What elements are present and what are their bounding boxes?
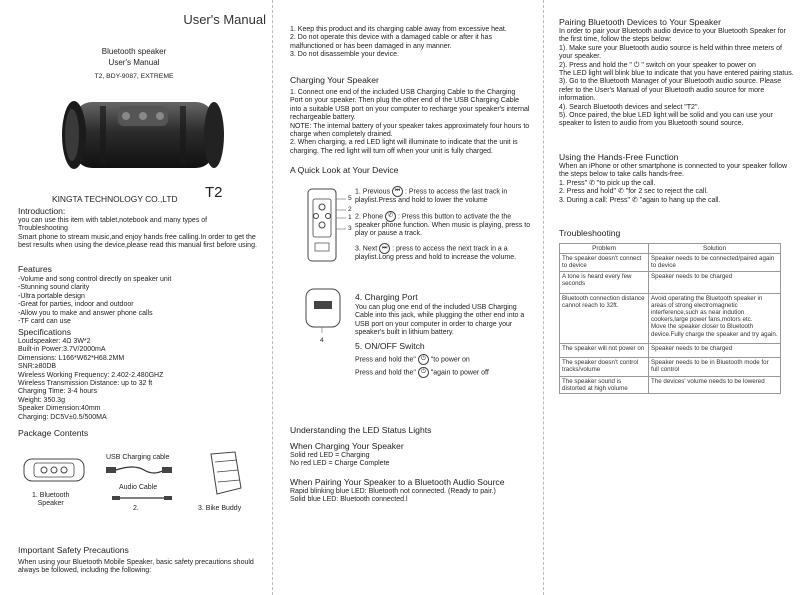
spec-item: Charging Time: 3-4 hours <box>18 388 97 396</box>
bike-buddy-drawing <box>205 448 245 498</box>
safety-heading: Important Safety Precautions <box>18 545 129 555</box>
troubleshooting-heading: Troubleshooting <box>559 228 621 238</box>
spec-item: Wireless Transmission Distance: up to 32 ft <box>18 380 153 388</box>
safety-intro: When using your Bluetooth Mobile Speaker, basic safety precautions should always be followed, including the following: <box>18 559 254 575</box>
table-row: The speaker sound is distorted at high volume The devices' volume needs to be lowered <box>560 376 781 393</box>
control-previous <box>355 186 535 205</box>
feature-item: -TF card can use <box>18 318 71 326</box>
spec-item: Weight: 350.3g <box>18 396 65 404</box>
safety-list <box>290 26 530 60</box>
callout-4: 4 <box>320 337 324 344</box>
feature-item: -Great for parties, indoor and outdoor <box>18 301 134 309</box>
usb-cable-drawing <box>104 462 174 478</box>
control-next-label: 3. Next <box>355 245 378 253</box>
pkg-audio-cable: Audio Cable <box>119 484 158 491</box>
header-title: User's Manual <box>183 12 266 27</box>
pairing-heading: Pairing Bluetooth Devices to Your Speaker <box>559 17 721 27</box>
feature-item: -Stunning sound clarity <box>18 284 90 292</box>
product-title: Bluetooth speaker <box>101 47 167 56</box>
led-heading: Understanding the LED Status Lights <box>290 425 432 435</box>
spec-item: Speaker Dimension:40mm <box>18 405 101 413</box>
led-pairing-heading: When Pairing Your Speaker to a Bluetooth Audio Source <box>290 477 505 487</box>
handsfree-heading: Using the Hands-Free Function <box>559 152 679 162</box>
callout-5: 5 <box>348 195 352 202</box>
table-header-row <box>560 244 781 254</box>
package-heading: Package Contents <box>18 428 89 438</box>
onoff-line-1: Press and hold the" ⏻ "to power on <box>355 356 470 364</box>
safety-item: 2. Do not operate this device with a damaged cable or after it has malfunctioned or has been damaged in any manner. <box>290 34 492 50</box>
fold-line-2 <box>543 0 544 595</box>
onoff-line-2: Press and hold the" ⏻ "again to power off <box>355 369 489 377</box>
product-subtitle: User's Manual <box>108 58 160 67</box>
speaker-drawing <box>20 455 88 485</box>
specs-heading: Specifications <box>18 327 72 337</box>
next-icon: ⏭ <box>379 243 390 254</box>
features-heading: Features <box>18 264 52 274</box>
charging-port-diagram <box>300 285 350 335</box>
device-diagram <box>300 185 350 265</box>
pkg-speaker: 1. Bluetooth Speaker <box>32 492 70 508</box>
feature-item: -Allow you to make and answer phone calls <box>18 309 153 317</box>
table-row: The speaker will not power on Speaker needs to be charged <box>560 343 781 357</box>
control-next-text: : press to access the next track in a a playlist.Long press and hold to increase the volume. <box>355 245 517 261</box>
spec-item: Loudspeaker: 4Ω 3W*2 <box>18 338 91 345</box>
column-2 <box>290 0 540 595</box>
intro-text: you can use this item with tablet,notebook and many types of Troubleshooting Smart phone to stream music,and enjoy hands free calling.In order to get the best results when using the device,please read this manual first before using. <box>18 217 257 250</box>
power-icon: ⏻ <box>418 354 429 365</box>
control-previous-label: 1. Previous <box>355 188 391 196</box>
spec-item: Charging: DC5V±0.5/500MA <box>18 413 107 421</box>
control-phone-label: 2. Phone <box>355 213 384 221</box>
safety-item: 3. Do not disassemble your device. <box>290 51 399 59</box>
table-row: A tone is heard every few seconds Speaker needs to be charged <box>560 271 781 293</box>
port-heading: 4. Charging Port <box>355 292 418 302</box>
model-big: T2 <box>205 184 223 201</box>
header-solution: Solution <box>649 244 781 254</box>
led-pairing-list: Rapid blinking blue LED: Bluetooth not connected. (Ready to pair.) Solid blue LED: Bluetooth connected.l <box>290 488 496 504</box>
charging-text: 1. Connect one end of the included USB Charging Cable to the Charging Port on your speaker. Then plug the other end of the USB Charging Cable into a suitable USB port on your computer to recharge your speaker's internal rechargeable battery. NOTE: The internal battery of your speaker takes approximately four hours to charge when completely drained. 2. When charging, a red LED light will illuminate to indicate that the unit is charging. The red light will turn off when your unit is fully charged. <box>290 89 530 155</box>
previous-icon: ⏮ <box>392 186 403 197</box>
spec-item: Dimensions: L166*W62*H68.2MM <box>18 354 125 362</box>
safety-item: 1. Keep this product and its charging cable away from excessive heat. <box>290 26 507 33</box>
feature-item: -Volume and song control directly on speaker unit <box>18 276 172 283</box>
onoff-heading: 5. ON/OFF Switch <box>355 341 425 351</box>
charging-heading: Charging Your Speaker <box>290 75 379 85</box>
column-3 <box>559 0 804 595</box>
led-charging-heading: When Charging Your Speaker <box>290 441 404 451</box>
phone-icon: ✆ <box>385 211 396 222</box>
control-phone <box>355 211 535 239</box>
header-problem: Problem <box>560 244 649 254</box>
column-1 <box>0 0 268 595</box>
handsfree-text: When an iPhone or other smartphone is connected to your speaker follow the steps below to take calls hands-free. 1. Press" ✆ "to pick up the call. 2. Press and hold" ✆ "for 2 sec to reject the call. 3. During a call: Press" ✆ "again to hang up the call. <box>559 163 788 204</box>
troubleshooting-table <box>559 243 781 394</box>
model-line: T2, BDY-9087, EXTREME <box>94 73 174 80</box>
spec-item: Wireless Working Frequency: 2.402-2.480GHZ <box>18 371 164 379</box>
table-row: The speaker doesn't control tracks/volume Speaker needs to be in Bluetooth mode for full control <box>560 357 781 376</box>
pkg-audio-num: 2. <box>133 505 139 512</box>
control-phone-text: : Press this button to activate the the speaker phone function. When music is playing, press to play or pause a track. <box>355 213 531 238</box>
callout-1: 1 <box>348 214 352 221</box>
callout-3: 3 <box>348 225 352 232</box>
fold-line-1 <box>272 0 273 595</box>
table-row: The speaker doesn't connect to device Speaker needs to be connected/paired again to device <box>560 254 781 271</box>
company-name: KINGTA TECHNOLOGY CO.,LTD <box>52 194 178 204</box>
pairing-text: In order to pair your Bluetooth audio device to your Bluetooth Speaker for the first time, follow the steps below: 1). Make sure your Bluetooth audio source is held within three meters of your speaker. 2). Press and hold the " ⏻ " switch on your speaker to power on The LED light will blink blue to indicate that you have entered pairing status. 3). Go to the Bluetooth Manager of your Bluetooth audio source. Please refer to the User's Manual of your Bluetooth audio source for more information. 4). Search Bluetooth devices and select "T2". 5). Once paired, the blue LED light will be solid and you can use your speaker to listen to audio from you Bluetooth sound source. <box>559 28 794 128</box>
spec-item: SNR:≥80DB <box>18 363 57 371</box>
quicklook-heading: A Quick Look at Your Device <box>290 165 399 175</box>
audio-cable-drawing <box>110 492 174 504</box>
specs-list <box>18 338 258 422</box>
spec-item: Built-in Power:3.7V/2000mA <box>18 346 106 354</box>
pkg-bike-buddy: 3. Bike Buddy <box>198 505 242 512</box>
table-row: Bluetooth connection distance cannot reach to 32ft. Avoid operating the Bluetooth speaker in areas of strong electromagnetic interference,such as near indution cookers,large power fans,motors etc. Move the speaker closer to Bluetooth device.Fully charge the speaker and try again. <box>560 293 781 343</box>
pkg-usb-cable: USB Charging cable <box>106 454 170 461</box>
power-icon: ⏻ <box>418 367 429 378</box>
callout-2: 2 <box>348 206 352 213</box>
speaker-image <box>60 92 230 178</box>
features-list <box>18 276 258 326</box>
control-previous-text: : Press to access the last track in playlist.Press and hold to lower the volume <box>355 188 508 204</box>
port-text: You can plug one end of the included USB Charging Cable into this jack, while plugging the other end into a USB port on your computer in order to charge your speaker's built in lithium battery. <box>355 304 525 337</box>
control-next <box>355 243 535 262</box>
led-charging-list: Solid red LED = Charging No red LED = Charge Complete <box>290 452 390 468</box>
feature-item: -Ultra portable design <box>18 292 85 300</box>
intro-heading: Introduction: <box>18 206 66 216</box>
